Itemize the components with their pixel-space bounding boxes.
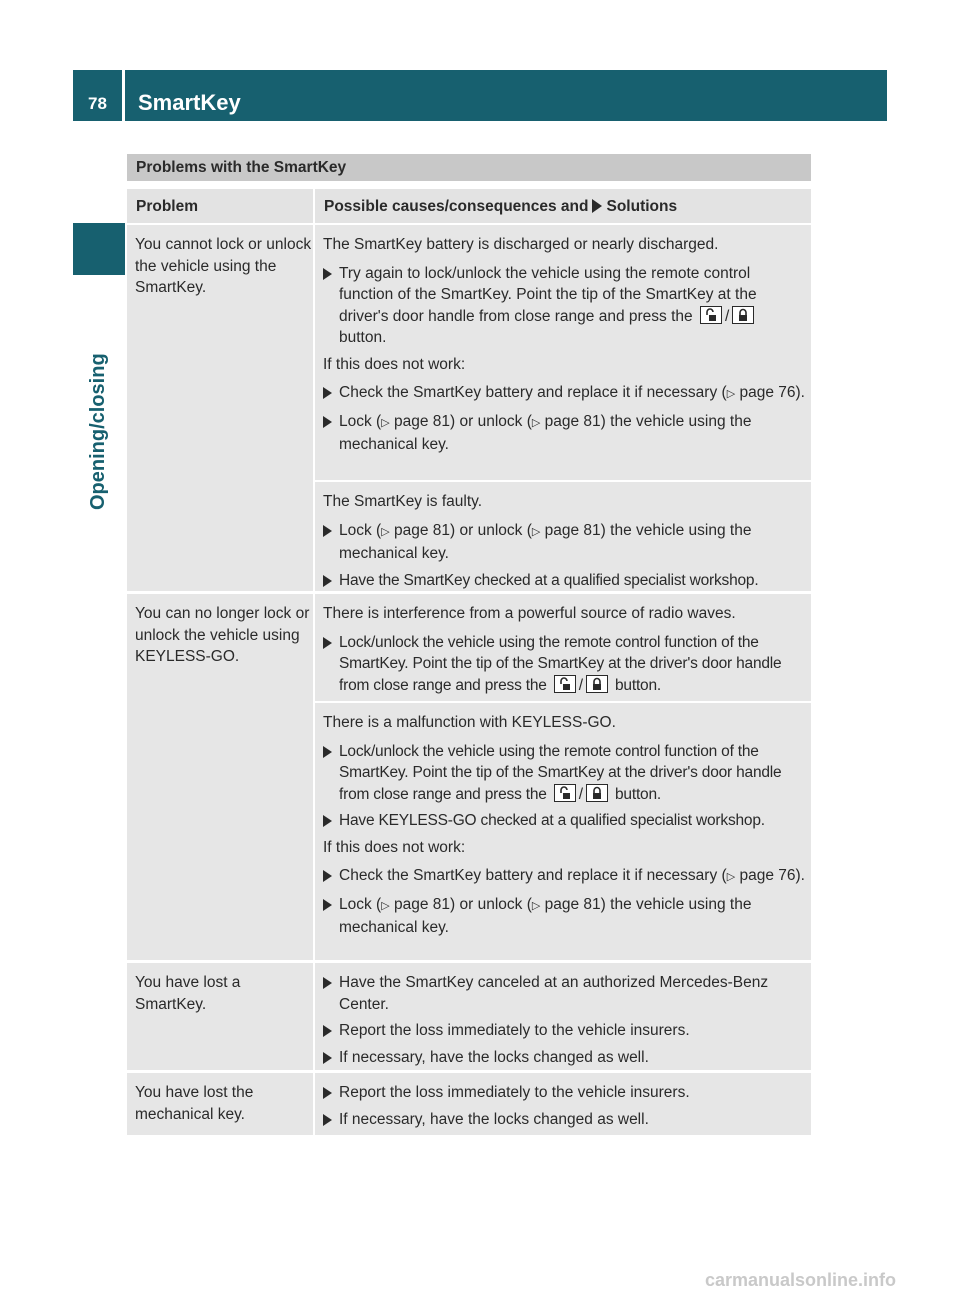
- solution-cell: [315, 225, 811, 480]
- page-link[interactable]: page 81) or unlock (: [394, 895, 532, 913]
- solution-cell: [315, 594, 811, 701]
- cause-text: The SmartKey is faulty.: [323, 493, 483, 510]
- page-number: 78: [88, 94, 107, 113]
- list-item: Lock (▷ page 81) or unlock (▷ page 81) the vehicle using the mechanical key.: [323, 520, 805, 565]
- list-item: Check the SmartKey battery and replace it if necessary (▷ page 76).: [323, 382, 805, 406]
- arrow-icon: [323, 1114, 332, 1126]
- cause-text: The SmartKey battery is discharged or nearly discharged.: [323, 236, 719, 253]
- arrow-icon: [323, 1087, 332, 1099]
- unlock-button-icon: [554, 675, 576, 693]
- solution-cell: [315, 1073, 811, 1135]
- arrow-icon: [323, 416, 332, 428]
- arrow-icon: [323, 977, 332, 989]
- page-ref-icon: ▷: [726, 388, 736, 400]
- arrow-icon: [592, 199, 602, 213]
- page-ref-icon: ▷: [531, 899, 541, 912]
- solution-cell: [315, 703, 811, 960]
- page-number-box: [73, 70, 125, 121]
- table-title: Problems with the SmartKey: [127, 154, 811, 181]
- page-link[interactable]: page 76).: [739, 867, 805, 884]
- cause-text: There is a malfunction with KEYLESS-GO.: [323, 714, 616, 731]
- page-ref-icon: ▷: [726, 871, 736, 883]
- list-item: Report the loss immediately to the vehicle insurers.: [323, 1020, 805, 1042]
- arrow-icon: [323, 746, 332, 758]
- column-header-solutions: [315, 189, 811, 223]
- list-item: Have the SmartKey checked at a qualified specialist workshop.: [323, 570, 805, 592]
- list-item: Lock/unlock the vehicle using the remote control function of the SmartKey. Point the tip of the SmartKey at the driver's door handle from close range and press the / button.: [323, 741, 805, 806]
- page-link[interactable]: page 81) the vehicle using the mechanical key.: [339, 521, 752, 562]
- column-header-solutions-pre: Possible causes/consequences and: [324, 198, 589, 215]
- table-row-problem: You cannot lock or unlock the vehicle using the SmartKey.: [127, 225, 313, 591]
- list-item: Check the SmartKey battery and replace it if necessary (▷ page 76).: [323, 865, 805, 889]
- page-ref-icon: ▷: [531, 416, 541, 429]
- arrow-icon: [323, 815, 332, 827]
- solution-cell: [315, 963, 811, 1070]
- column-header-solutions-post: Solutions: [606, 198, 678, 215]
- arrow-icon: [323, 575, 332, 587]
- page-link[interactable]: page 81) the vehicle using the mechanical key.: [339, 895, 752, 936]
- lock-button-icon: [586, 675, 608, 693]
- list-item: Try again to lock/unlock the vehicle using the remote control function of the SmartKey. Point the tip of the SmartKey at the driver's door handle from close range and press the / button.: [323, 263, 805, 349]
- arrow-icon: [323, 1025, 332, 1037]
- table-row-problem: You have lost a SmartKey.: [127, 963, 313, 1070]
- lock-button-icon: [586, 784, 608, 802]
- page-link[interactable]: page 81) or unlock (: [394, 412, 532, 430]
- page-ref-icon: ▷: [381, 416, 390, 429]
- unlock-button-icon: [554, 784, 576, 802]
- arrow-icon: [323, 1052, 332, 1064]
- page-link[interactable]: page 81) the vehicle using the mechanical key.: [339, 412, 752, 453]
- page-link[interactable]: page 76).: [739, 384, 805, 401]
- arrow-icon: [323, 899, 332, 911]
- side-tab-marker: [73, 223, 125, 275]
- list-item: If necessary, have the locks changed as well.: [323, 1047, 805, 1069]
- unlock-button-icon: [700, 306, 722, 324]
- list-item: Lock (▷ page 81) or unlock (▷ page 81) the vehicle using the mechanical key.: [323, 411, 805, 456]
- list-item: Lock/unlock the vehicle using the remote control function of the SmartKey. Point the tip of the SmartKey at the driver's door handle from close range and press the / button.: [323, 632, 805, 697]
- page-title: SmartKey: [138, 90, 241, 115]
- list-item: Report the loss immediately to the vehicle insurers.: [323, 1082, 805, 1104]
- list-item: If necessary, have the locks changed as well.: [323, 1109, 805, 1131]
- arrow-icon: [323, 268, 332, 280]
- table-row-problem: You have lost the mechanical key.: [127, 1073, 313, 1135]
- list-item: Have KEYLESS-GO checked at a qualified specialist workshop.: [323, 810, 805, 832]
- column-header-problem: Problem: [127, 189, 313, 223]
- arrow-icon: [323, 870, 332, 882]
- arrow-icon: [323, 387, 332, 399]
- side-tab: [73, 290, 125, 520]
- table-row-problem: You can no longer lock or unlock the vehicle using KEYLESS-GO.: [127, 594, 313, 960]
- page-ref-icon: ▷: [531, 525, 541, 538]
- watermark-text: carmanualsonline.info: [705, 1270, 897, 1290]
- cause-text: There is interference from a powerful source of radio waves.: [323, 605, 736, 622]
- lock-button-icon: [732, 306, 754, 324]
- side-tab-label: Opening/closing: [87, 353, 109, 510]
- arrow-icon: [323, 525, 332, 537]
- page-ref-icon: ▷: [381, 525, 390, 538]
- list-item: Lock (▷ page 81) or unlock (▷ page 81) the vehicle using the mechanical key.: [323, 894, 805, 939]
- page-ref-icon: ▷: [381, 899, 390, 912]
- note-text: If this does not work:: [323, 355, 466, 373]
- page-link[interactable]: page 81) or unlock (: [394, 521, 532, 539]
- arrow-icon: [323, 637, 332, 649]
- note-text: If this does not work:: [323, 838, 466, 856]
- solution-cell: [315, 482, 811, 591]
- list-item: Have the SmartKey canceled at an authorized Mercedes-Benz Center.: [323, 972, 805, 1015]
